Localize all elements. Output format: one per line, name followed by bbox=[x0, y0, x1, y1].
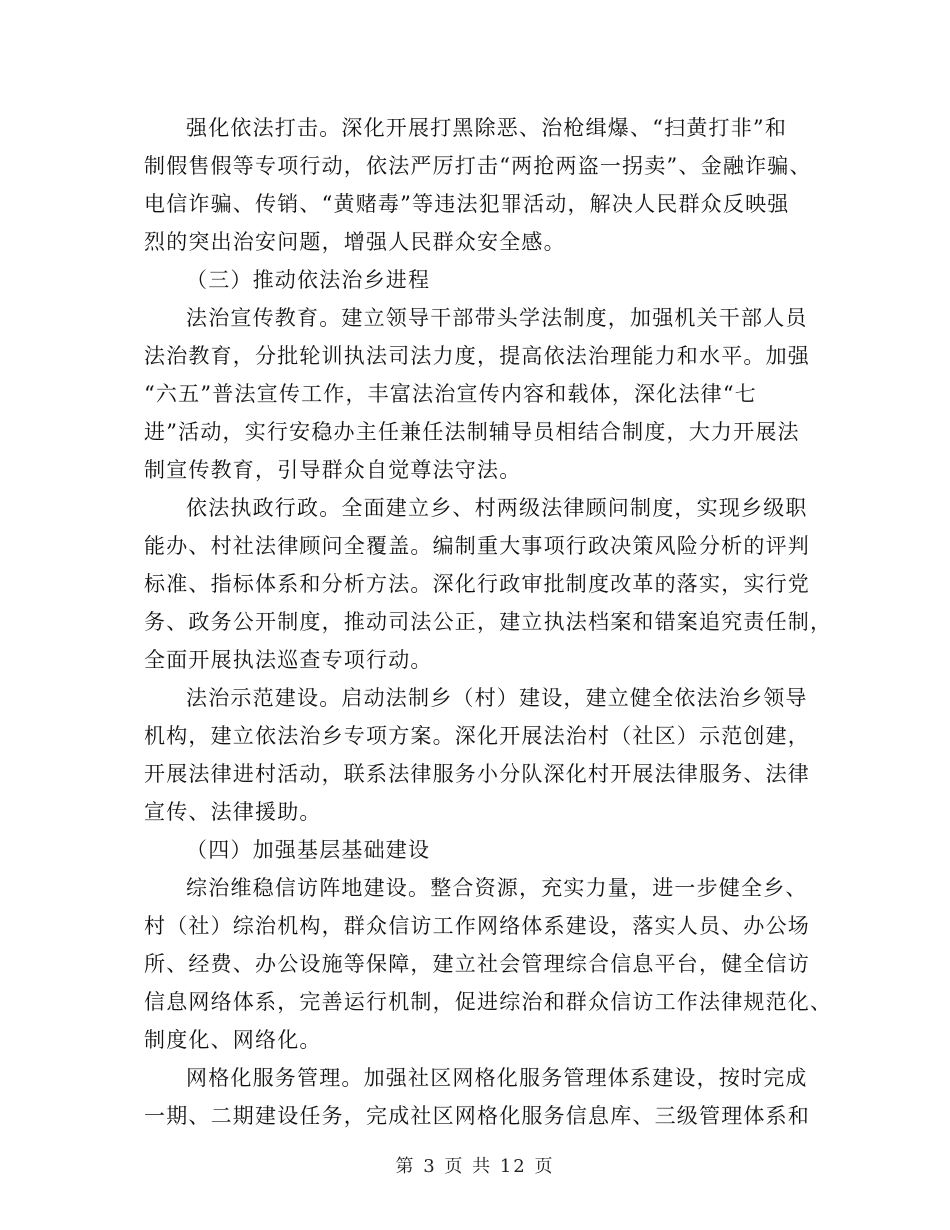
paragraph-line: 依法执政行政。全面建立乡、村两级法律顾问制度，实现乡级职 bbox=[186, 496, 808, 520]
paragraph-line: 进”活动，实行安稳办主任兼任法制辅导员相结合制度，大力开展法 bbox=[144, 420, 800, 444]
paragraph-line: 标准、指标体系和分析方法。深化行政审批制度改革的落实，实行党 bbox=[144, 572, 810, 596]
paragraph-line: 务、政务公开制度，推动司法公正，建立执法档案和错案追究责任制， bbox=[144, 610, 833, 634]
paragraph-line: 烈的突出治安问题，增强人民群众安全感。 bbox=[144, 230, 566, 254]
paragraph-line: 信息网络体系，完善运行机制，促进综治和群众信访工作法律规范化、 bbox=[144, 990, 833, 1014]
page-number-footer: 第 3 页 共 12 页 bbox=[395, 1156, 555, 1177]
paragraph-line: 所、经费、办公设施等保障，建立社会管理综合信息平台，健全信访 bbox=[144, 952, 810, 976]
section-heading-3: （三）推动依法治乡进程 bbox=[186, 268, 431, 292]
paragraph-line: 法治教育，分批轮训执法司法力度，提高依法治理能力和水平。加强 bbox=[144, 344, 810, 368]
paragraph-line: 制假售假等专项行动，依法严厉打击“两抢两盗一拐卖”、金融诈骗、 bbox=[144, 154, 812, 178]
paragraph-line: 网格化服务管理。加强社区网格化服务管理体系建设，按时完成 bbox=[186, 1066, 808, 1090]
paragraph-line: “六五”普法宣传工作，丰富法治宣传内容和载体，深化法律“七 bbox=[144, 382, 758, 406]
paragraph-line: 制宣传教育，引导群众自觉尊法守法。 bbox=[144, 458, 522, 482]
paragraph-line: 全面开展执法巡查专项行动。 bbox=[144, 648, 433, 672]
paragraph-line: 法治示范建设。启动法制乡（村）建设，建立健全依法治乡领导 bbox=[186, 686, 808, 710]
paragraph-line: 机构，建立依法治乡专项方案。深化开展法治村（社区）示范创建， bbox=[144, 724, 810, 748]
paragraph-line: 法治宣传教育。建立领导干部带头学法制度，加强机关干部人员 bbox=[186, 306, 808, 330]
paragraph-line: 能办、村社法律顾问全覆盖。编制重大事项行政决策风险分析的评判 bbox=[144, 534, 810, 558]
section-heading-4: （四）加强基层基础建设 bbox=[186, 838, 431, 862]
paragraph-line: 综治维稳信访阵地建设。整合资源，充实力量，进一步健全乡、 bbox=[186, 876, 808, 900]
paragraph-line: 一期、二期建设任务，完成社区网格化服务信息库、三级管理体系和 bbox=[144, 1104, 810, 1128]
paragraph-line: 开展法律进村活动，联系法律服务小分队深化村开展法律服务、法律 bbox=[144, 762, 810, 786]
paragraph-line: 电信诈骗、传销、“黄赌毒”等违法犯罪活动，解决人民群众反映强 bbox=[144, 192, 790, 216]
paragraph-line: 强化依法打击。深化开展打黑除恶、治枪缉爆、“扫黄打非”和 bbox=[186, 116, 788, 140]
paragraph-line: 制度化、网络化。 bbox=[144, 1028, 322, 1052]
paragraph-line: 村（社）综治机构，群众信访工作网络体系建设，落实人员、办公场 bbox=[144, 914, 810, 938]
paragraph-line: 宣传、法律援助。 bbox=[144, 800, 322, 824]
